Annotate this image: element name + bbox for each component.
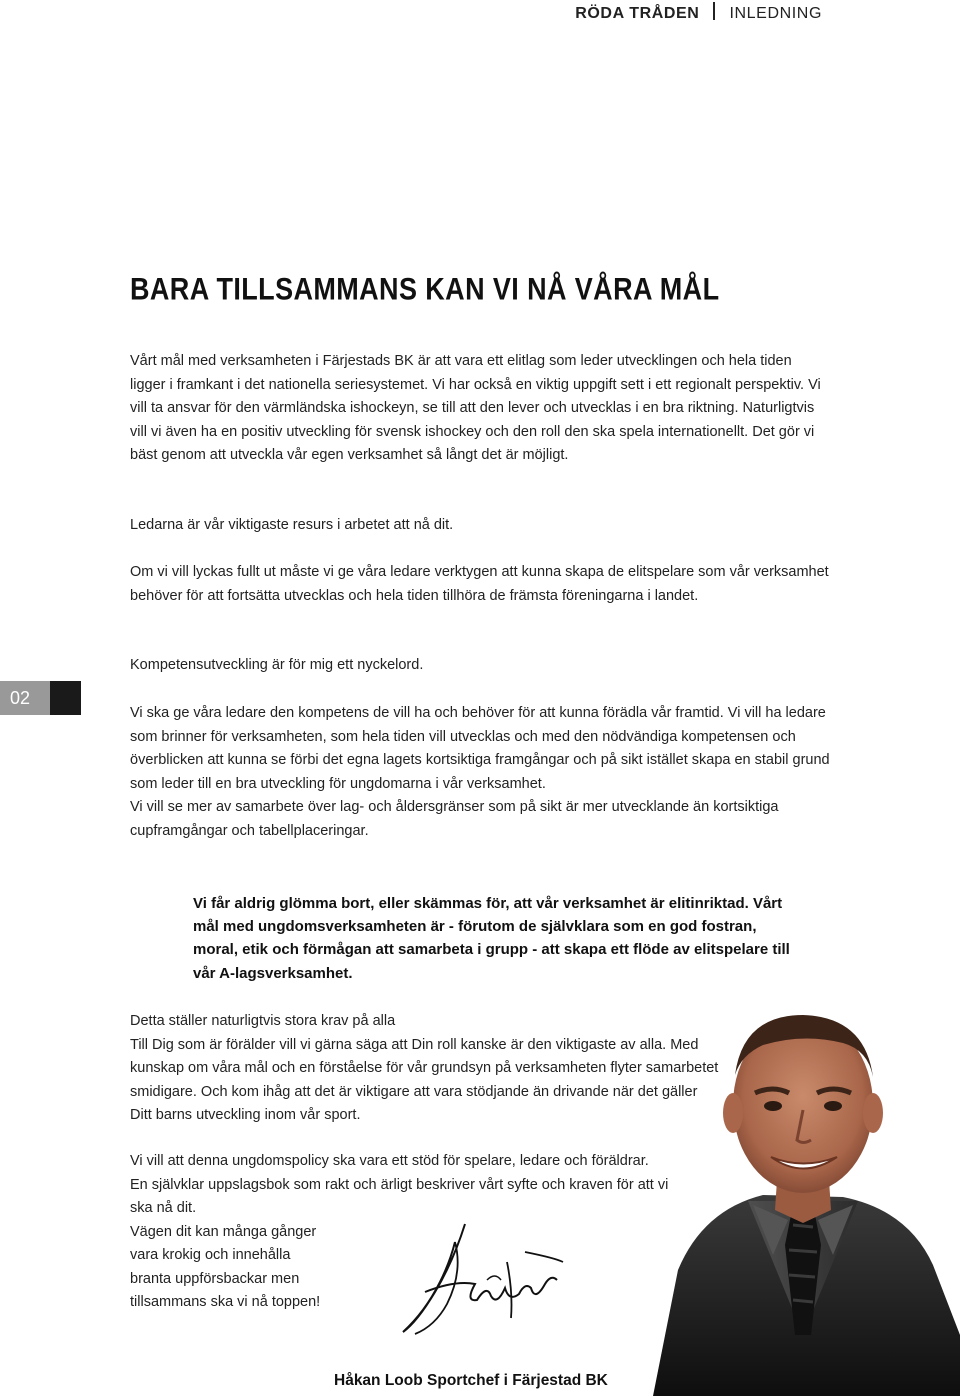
paragraph-parents: Till Dig som är förälder vill vi gärna säga att Din roll kanske är den viktigaste av alla. Med kunskap om våra mål och en förståelse för vår grundsyn på verksamheten flyter samarbetet smidigare. Och kom ihåg att det är viktigare att vara stödjande än drivande när det gäller Ditt barns utveckling inom vår sport. [130,1036,719,1123]
chapter-label: INLEDNING [729,5,822,22]
pull-quote: Vi får aldrig glömma bort, eller skämmas för, att vår verksamhet är elitinriktad. Vårt mål med ungdomsverksamheten är - förutom de självklara som en god fostran, moral, etik och förmågan att samarbeta i grupp - att skapa ett flöde av elitspelare till vår A-lagsverksamhet. [193,895,790,982]
paragraph-cooperation: Vi vill se mer av samarbete över lag- och åldersgränser som på sikt är mer utvecklande än kortsiktiga cupframgångar och tabellplaceringar. [130,799,779,839]
paragraph-keyword: Kompetensutveckling är för mig ett nyckelord. [130,657,424,673]
paragraph-leaders: Ledarna är vår viktigaste resurs i arbetet att nå dit. [130,517,454,533]
parents-section [130,1010,720,1128]
keyword-paragraph [130,654,830,678]
paragraph-policy: Vi vill att denna ungdomspolicy ska vara ett stöd för spelare, ledare och föräldrar. En självklar uppslagsbok som rakt och ärligt beskriver vårt syfte och kraven för att vi ska nå dit. [130,1153,669,1216]
paragraph-road: Vägen dit kan många gånger vara krokig och innehålla branta uppförsbackar men tillsammans ska vi nå toppen! [130,1223,321,1310]
paragraph-goals: Vårt mål med verksamheten i Färjestads BK är att vara ett elitlag som leder utvecklingen och hela tiden ligger i framkant i det nationella seriesystemet. Vi har också en viktig uppgift sett i ett regionalt perspektiv. Vi vill ta ansvar för den värmländska ishockeyn, se till att den lever och utvecklas i en bra riktning. Naturligtvis vill vi även ha en positiv utveckling för svensk ishockey och den roll den ska spela internationellt. Det gör vi bäst genom att utveckla vår egen verksamhet så långt det är möjligt. [130,353,821,463]
tools-paragraph [130,561,830,608]
page-number-bar [50,681,81,715]
page-number: 02 [0,681,50,715]
handwritten-signature [395,1222,565,1340]
paragraph-demands: Detta ställer naturligtvis stora krav på alla [130,1013,396,1029]
running-header [575,2,822,23]
section-label: RÖDA TRÅDEN [575,5,700,22]
leaders-paragraph [130,514,830,538]
intro-paragraph [130,350,830,468]
signature-caption: Håkan Loob Sportchef i Färjestad BK [334,1372,608,1389]
header-divider [713,2,715,20]
page-title: BARA TILLSAMMANS KAN VI NÅ VÅRA MÅL [130,272,720,307]
competence-paragraph [130,702,830,843]
portrait-photo [643,1005,960,1396]
paragraph-competence: Vi ska ge våra ledare den kompetens de vill ha och behöver för att kunna förädla vår framtid. Vi vill ha ledare som brinner för verksamheten, som hela tiden vill utvecklas och med den nödvändiga kompetensen och överblicken att kunna se förbi det egna lagets kortsiktiga framgångar och på sikt istället skapa en stabil grund som leder till en bra utveckling för ungdomarna i vår verksamhet. [130,705,830,792]
paragraph-tools: Om vi vill lyckas fullt ut måste vi ge våra ledare verktygen att kunna skapa de elitspelare som vår verksamhet behöver för att fortsätta utvecklas och hela tiden tillhöra de främsta föreningarna i landet. [130,564,829,604]
